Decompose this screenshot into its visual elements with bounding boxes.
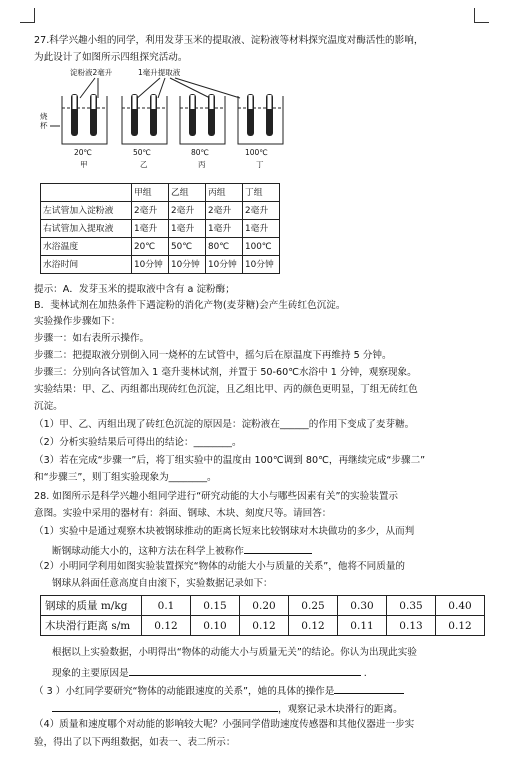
table-cell: 100℃ — [243, 238, 280, 256]
group1-name: 甲 — [80, 160, 88, 169]
step-3: 步骤三：分别向各试管加入 1 毫升斐林试剂，并置于 50-60℃水浴中 1 分钟，观察现象。 — [34, 367, 417, 378]
table-cell: 右试管加入提取液 — [41, 220, 132, 238]
distance-label: 木块滑行距离 s/m — [41, 616, 142, 636]
q28-sub1-text: 断钢球动能大小的，这种方法在科学上被称作 — [52, 546, 244, 557]
table-cell: 80℃ — [206, 238, 243, 256]
table-row — [41, 202, 280, 220]
figure-label-starch: 淀粉液2毫升 — [70, 68, 113, 77]
distance-cell: 0.10 — [191, 616, 240, 636]
table-cell: 10分钟 — [132, 256, 169, 274]
mass-cell: 0.30 — [338, 596, 387, 616]
procedure-table — [40, 183, 280, 274]
mass-cell: 0.40 — [436, 596, 485, 616]
distance-cell: 0.13 — [387, 616, 436, 636]
q28-sub1-line1: （1）实验中是通过观察木块被钢球推动的距离长短来比较钢球对木块做功的多少，从而判 — [34, 526, 415, 537]
distance-row — [41, 616, 485, 636]
table-row — [41, 220, 280, 238]
step-1: 步骤一：如右表所示操作。 — [34, 333, 150, 344]
table-header-cell: 乙组 — [169, 184, 206, 202]
q27-intro-line1: 27.科学兴趣小组的同学，利用发芽玉米的提取液、淀粉液等材料探究温度对酶活性的影响， — [34, 35, 424, 46]
table-cell: 50℃ — [169, 238, 206, 256]
figure-label-beaker: 烧杯 — [40, 112, 48, 130]
q27-sub3-line2: 和“步骤三”，则丁组实验现象为________。 — [34, 472, 217, 483]
mass-cell: 0.20 — [240, 596, 289, 616]
distance-cell: 0.12 — [240, 616, 289, 636]
q28-sub3-end: ，观察记录木块滑行的距离。 — [278, 704, 403, 715]
mass-label: 钢球的质量 m/kg — [41, 596, 142, 616]
table-row — [41, 238, 280, 256]
table-cell: 2毫升 — [206, 202, 243, 220]
answer-blank — [244, 542, 312, 554]
q28-after-text: 现象的主要原因是 — [52, 668, 129, 679]
crop-mark-top-left — [20, 8, 35, 23]
step-2: 步骤二：把提取液分别倒入同一烧杯的左试管中，摇匀后在原温度下再维持 5 分钟。 — [34, 350, 392, 361]
q28-sub3-line2 — [52, 700, 496, 717]
table-cell: 水浴时间 — [41, 256, 132, 274]
group4-temp: 100℃ — [245, 148, 268, 157]
mass-distance-table — [40, 595, 485, 636]
table-cell: 水浴温度 — [41, 238, 132, 256]
q27-intro-line2: 为此设计了如图所示四组探究活动。 — [34, 52, 188, 63]
table-cell: 10分钟 — [243, 256, 280, 274]
q27-sub1: （1）甲、乙、丙组出现了砖红色沉淀的原因是：淀粉液在______的作用下变成了麦芽糖。 — [34, 419, 415, 430]
mass-cell: 0.35 — [387, 596, 436, 616]
table-cell: 2毫升 — [169, 202, 206, 220]
table-header-cell: 丁组 — [243, 184, 280, 202]
hint-b: B．斐林试剂在加热条件下遇淀粉的消化产物(麦芽糖)会产生砖红色沉淀。 — [34, 300, 346, 311]
q28-after-line2: 现象的主要原因是 . — [52, 664, 496, 681]
table-header-cell — [41, 184, 132, 202]
mass-cell: 0.1 — [142, 596, 191, 616]
q28-sub4-line1: （4）质量和速度哪个对动能的影响较大呢？小强同学借助速度传感器和其他仪器进一步实 — [34, 719, 415, 730]
apparatus-drawing — [40, 66, 290, 178]
distance-cell: 0.12 — [436, 616, 485, 636]
table-cell: 20℃ — [132, 238, 169, 256]
table-row — [41, 256, 280, 274]
q28-sub3-line1 — [34, 682, 496, 699]
group1-temp: 20℃ — [74, 148, 92, 157]
q28-sub2-line1: （2）小明同学利用如图实验装置探究“物体的动能大小与质量的关系”，他将不同质量的 — [34, 561, 406, 572]
group2-temp: 50℃ — [133, 148, 151, 157]
figure-label-extract: 1毫升提取液 — [138, 68, 181, 77]
answer-blank — [52, 700, 278, 712]
table-header-cell: 丙组 — [206, 184, 243, 202]
table-header-row — [41, 184, 280, 202]
answer-blank — [334, 682, 404, 694]
experiment-figure — [40, 66, 290, 178]
mass-cell: 0.25 — [289, 596, 338, 616]
group2-name: 乙 — [140, 160, 148, 169]
crop-mark-top-right — [474, 8, 489, 23]
mass-cell: 0.15 — [191, 596, 240, 616]
result-line2: 沉淀。 — [34, 401, 63, 412]
table-cell: 1毫升 — [132, 220, 169, 238]
q27-sub2: （2）分析实验结果后可得出的结论：________。 — [34, 437, 242, 448]
group3-name: 丙 — [198, 160, 206, 169]
distance-cell: 0.12 — [142, 616, 191, 636]
q28-sub1-line2 — [52, 542, 496, 559]
group3-temp: 80℃ — [191, 148, 209, 157]
table-cell: 2毫升 — [243, 202, 280, 220]
q28-intro-line2: 意图。实验中采用的器材有：斜面、钢球、木块、刻度尺等。请回答： — [34, 508, 332, 519]
mass-row — [41, 596, 485, 616]
result-line1: 实验结果：甲、乙、丙组都出现砖红色沉淀，且乙组比甲、丙的颜色更明显，丁组无砖红色 — [34, 384, 418, 395]
table-cell: 2毫升 — [132, 202, 169, 220]
hint-a: 提示：A．发芽玉米的提取液中含有 a 淀粉酶； — [34, 284, 235, 295]
q28-sub2-line2: 钢球从斜面任意高度自由滚下，实验数据记录如下： — [52, 578, 273, 589]
table-cell: 左试管加入淀粉液 — [41, 202, 132, 220]
distance-cell: 0.12 — [289, 616, 338, 636]
distance-cell: 0.11 — [338, 616, 387, 636]
table-cell: 10分钟 — [169, 256, 206, 274]
table-cell: 1毫升 — [243, 220, 280, 238]
q28-sub4-line2: 验，得出了以下两组数据，如表一、表二所示： — [34, 737, 236, 748]
q28-sub3-text: （ 3 ）小红同学要研究“物体的动能跟速度的关系”，她的具体的操作是 — [34, 686, 335, 697]
table-header-cell: 甲组 — [132, 184, 169, 202]
table-cell: 1毫升 — [169, 220, 206, 238]
group4-name: 丁 — [256, 160, 264, 169]
q28-after-line1: 根据以上实验数据，小明得出“物体的动能大小与质量无关”的结论。你认为出现此实验 — [52, 647, 417, 658]
steps-title: 实验操作步骤如下： — [34, 316, 121, 327]
answer-blank — [129, 664, 361, 676]
table-cell: 10分钟 — [206, 256, 243, 274]
q28-intro-line1: 28. 如图所示是科学兴趣小组同学进行“研究动能的大小与哪些因素有关”的实验装置示 — [34, 491, 399, 502]
q27-sub3-line1: （3）若在完成“步骤一”后，将丁组实验中的温度由 100℃调到 80℃，再继续完成“步骤二” — [34, 455, 426, 466]
table-cell: 1毫升 — [206, 220, 243, 238]
